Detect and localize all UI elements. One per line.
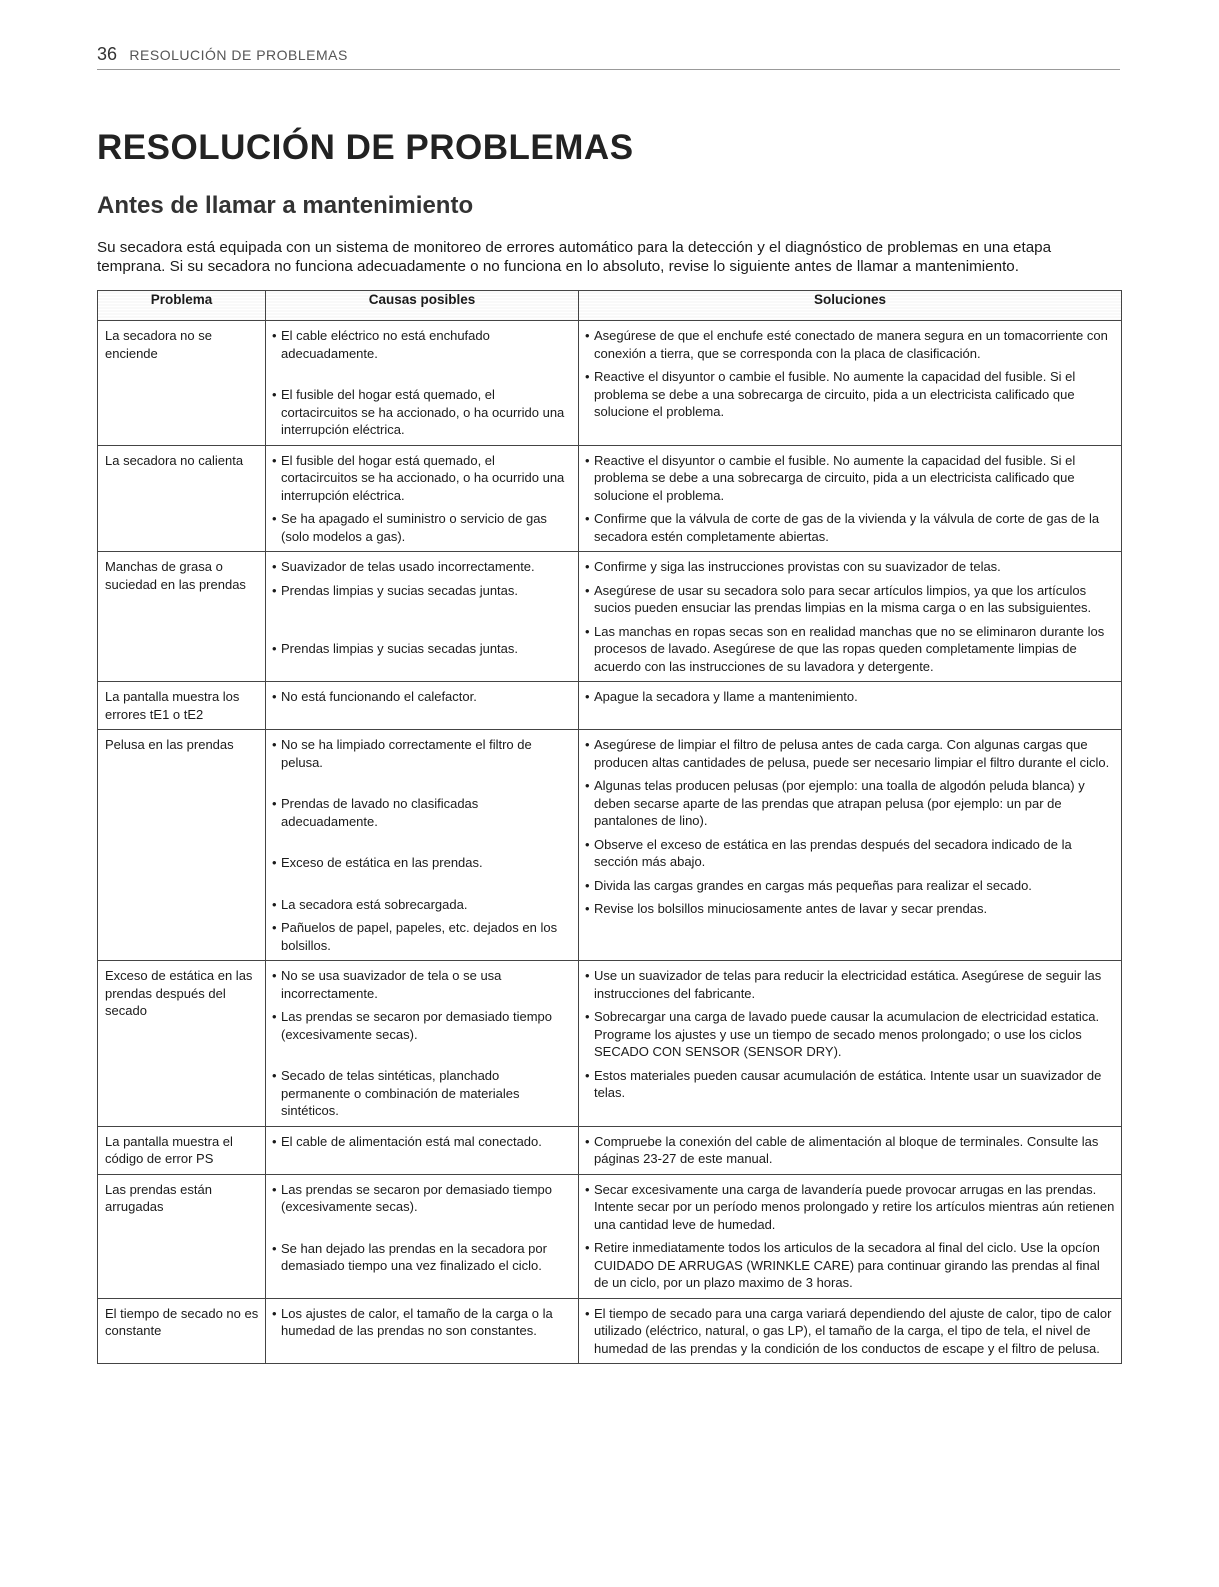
solution-item: • Apague la secadora y llame a mantenimiento.	[585, 689, 858, 704]
solutions-cell	[579, 552, 1122, 682]
solutions-cell	[579, 445, 1122, 552]
causes-cell	[266, 1126, 579, 1174]
table-row	[98, 961, 1122, 1127]
table-row	[98, 445, 1122, 552]
cause-item: • Los ajustes de calor, el tamaño de la carga o la humedad de las prendas no son constantes.	[272, 1305, 553, 1338]
running-header	[97, 44, 1120, 70]
page-subtitle: Antes de llamar a mantenimiento	[97, 192, 474, 219]
cause-item: • El fusible del hogar está quemado, el cortacircuitos se ha accionado, o ha ocurrido una interrupción eléctrica.	[272, 452, 565, 503]
section-name: RESOLUCIÓN DE PROBLEMAS	[129, 47, 348, 63]
solution-item: • Confirme que la válvula de corte de gas de la vivienda y la válvula de corte de gas de la secadora estén completamente abiertas.	[585, 511, 1100, 544]
solution-item: • Reactive el disyuntor o cambie el fusible. No aumente la capacidad del fusible. Si el problema se debe a una sobrecarga de circuito, pida a un electricista calificado que solucione el problema.	[585, 369, 1076, 419]
table-row	[98, 1298, 1122, 1364]
cause-item: • Las prendas se secaron por demasiado tiempo (excesivamente secas).	[272, 1181, 552, 1214]
page-title: RESOLUCIÓN DE PROBLEMAS	[97, 128, 634, 167]
cause-item: • Se han dejado las prendas en la secadora por demasiado tiempo una vez finalizado el ciclo.	[272, 1240, 547, 1273]
solution-item: • Divida las cargas grandes en cargas más pequeñas para realizar el secado.	[585, 877, 1032, 893]
solutions-cell	[579, 730, 1122, 961]
problem-cell: La pantalla muestra los errores tE1 o tE2	[98, 682, 266, 730]
solution-item: • Confirme y siga las instrucciones provistas con su suavizador de telas.	[585, 559, 1001, 574]
problem-cell: Las prendas están arrugadas	[98, 1174, 266, 1298]
solution-item: • Compruebe la conexión del cable de alimentación al bloque de terminales. Consulte las páginas 23-27 de este manual.	[585, 1133, 1099, 1166]
page-number: 36	[97, 44, 118, 64]
solution-item: • Sobrecargar una carga de lavado puede causar la acumulacion de electricidad estatica. Programe los ajustes y use un tiempo de secado menos prolongado; o use los ciclos SECADO CON SENSOR (SENSOR DRY).	[585, 1009, 1100, 1059]
cause-item: • Las prendas se secaron por demasiado tiempo (excesivamente secas).	[272, 1009, 552, 1042]
cause-item: • Suavizador de telas usado incorrectamente.	[272, 559, 535, 574]
solution-item: • Asegúrese de que el enchufe esté conectado de manera segura en un tomacorriente con conexión a tierra, que se corresponda con la placa de clasificación.	[585, 328, 1108, 361]
causes-cell	[266, 321, 579, 446]
problem-cell: El tiempo de secado no es constante	[98, 1298, 266, 1364]
cause-item: • El fusible del hogar está quemado, el cortacircuitos se ha accionado, o ha ocurrido una interrupción eléctrica.	[272, 387, 565, 437]
table-row	[98, 682, 1122, 730]
table-row	[98, 1126, 1122, 1174]
problem-cell: Manchas de grasa o suciedad en las prendas	[98, 552, 266, 682]
cause-item: • El cable eléctrico no está enchufado adecuadamente.	[272, 328, 490, 361]
table-header-row	[98, 291, 1122, 321]
cause-item: • La secadora está sobrecargada.	[272, 896, 468, 912]
table-row	[98, 321, 1122, 446]
cause-item: • Pañuelos de papel, papeles, etc. dejados en los bolsillos.	[272, 920, 558, 953]
cause-item: • El cable de alimentación está mal conectado.	[272, 1133, 542, 1149]
problem-cell: Exceso de estática en las prendas después del secado	[98, 961, 266, 1127]
cause-item: • Secado de telas sintéticas, planchado permanente o combinación de materiales sintéticos.	[272, 1068, 520, 1118]
causes-cell	[266, 552, 579, 682]
header-causes: Causas posibles	[266, 291, 579, 321]
causes-cell	[266, 961, 579, 1127]
problem-cell: La secadora no calienta	[98, 445, 266, 552]
cause-item: • Prendas limpias y sucias secadas juntas.	[272, 641, 519, 656]
cause-item: • No se ha limpiado correctamente el filtro de pelusa.	[272, 737, 532, 770]
cause-item: • Exceso de estática en las prendas.	[272, 855, 483, 870]
problem-cell: La pantalla muestra el código de error PS	[98, 1126, 266, 1174]
causes-cell	[266, 445, 579, 552]
solution-item: • Estos materiales pueden causar acumulación de estática. Intente usar un suavizador de telas.	[585, 1067, 1102, 1100]
cause-item: • Prendas de lavado no clasificadas adecuadamente.	[272, 796, 479, 829]
problem-cell: Pelusa en las prendas	[98, 730, 266, 961]
solution-item: • Use un suavizador de telas para reducir la electricidad estática. Asegúrese de seguir las instrucciones del fabricante.	[585, 968, 1102, 1001]
cause-item: • No está funcionando el calefactor.	[272, 689, 477, 704]
solutions-cell	[579, 1174, 1122, 1298]
solutions-cell	[579, 961, 1122, 1127]
solutions-cell	[579, 321, 1122, 446]
cause-item: • Se ha apagado el suministro o servicio de gas (solo modelos a gas).	[272, 511, 547, 544]
causes-cell	[266, 1298, 579, 1364]
intro-paragraph: Su secadora está equipada con un sistema de monitoreo de errores automático para la detección y el diagnóstico de problemas en una etapa temprana. Si su secadora no funciona adecuadamente o no funciona en lo absoluto, revise lo siguiente antes de llamar a mantenimiento.	[97, 239, 1052, 275]
cause-item: • No se usa suavizador de tela o se usa incorrectamente.	[272, 968, 502, 1001]
solution-item: • El tiempo de secado para una carga variará dependiendo del ajuste de calor, tipo de calor utilizado (eléctrico, natural, o gas LP), el tamaño de la carga, el tipo de tela, el nivel de humedad de las prendas y la condición de los conductos de escape y el filtro de pelusa.	[585, 1305, 1112, 1356]
causes-cell	[266, 730, 579, 961]
table-row	[98, 1174, 1122, 1298]
causes-cell	[266, 1174, 579, 1298]
cause-item: • Prendas limpias y sucias secadas juntas.	[272, 582, 519, 598]
solution-item: • Asegúrese de limpiar el filtro de pelusa antes de cada carga. Con algunas cargas que producen altas cantidades de pelusa, puede ser necesario limpiar el filtro durante el ciclo.	[585, 737, 1110, 770]
solution-item: • Observe el exceso de estática en las prendas después del secadora indicado de la sección más abajo.	[585, 836, 1072, 869]
solution-item: • Secar excesivamente una carga de lavandería puede provocar arrugas en las prendas. Intente secar por un período menos prolongado y retire los artículos mientras aún retienen una cantidad leve de humedad.	[585, 1181, 1115, 1232]
solution-item: • Retire inmediatamente todos los articulos de la secadora al final del ciclo. Use la opcíon CUIDADO DE ARRUGAS (WRINKLE CARE) para continuar girando las prendas al final de un ciclo, por un plazo maximo de 3 horas.	[585, 1240, 1100, 1290]
solutions-cell	[579, 682, 1122, 730]
solution-item: • Revise los bolsillos minuciosamente antes de lavar y secar prendas.	[585, 901, 988, 916]
solution-item: • Las manchas en ropas secas son en realidad manchas que no se eliminaron durante los procesos de lavado. Asegúrese de que las ropas queden completamente limpias de acuerdo con las instrucciones de su lavadora y detergente.	[585, 623, 1105, 674]
troubleshooting-table	[97, 290, 1122, 1364]
solutions-cell	[579, 1126, 1122, 1174]
solution-item: • Algunas telas producen pelusas (por ejemplo: una toalla de algodón peluda blanca) y deben secarse aparte de las prendas que atrapan pelusa (por ejemplo: un par de pantalones de lino).	[585, 778, 1085, 828]
problem-cell: La secadora no se enciende	[98, 321, 266, 446]
causes-cell	[266, 682, 579, 730]
solutions-cell	[579, 1298, 1122, 1364]
solution-item: • Reactive el disyuntor o cambie el fusible. No aumente la capacidad del fusible. Si el problema se debe a una sobrecarga de circuito, pida a un electricista calificado que solucione el problema.	[585, 452, 1076, 503]
solution-item: • Asegúrese de usar su secadora solo para secar artículos limpios, ya que los artículos sucios pueden ensuciar las prendas limpias en la misma carga o en las subsiguientes.	[585, 582, 1092, 615]
table-row	[98, 552, 1122, 682]
header-solutions: Soluciones	[579, 291, 1122, 321]
table-row	[98, 730, 1122, 961]
header-problem: Problema	[98, 291, 266, 321]
